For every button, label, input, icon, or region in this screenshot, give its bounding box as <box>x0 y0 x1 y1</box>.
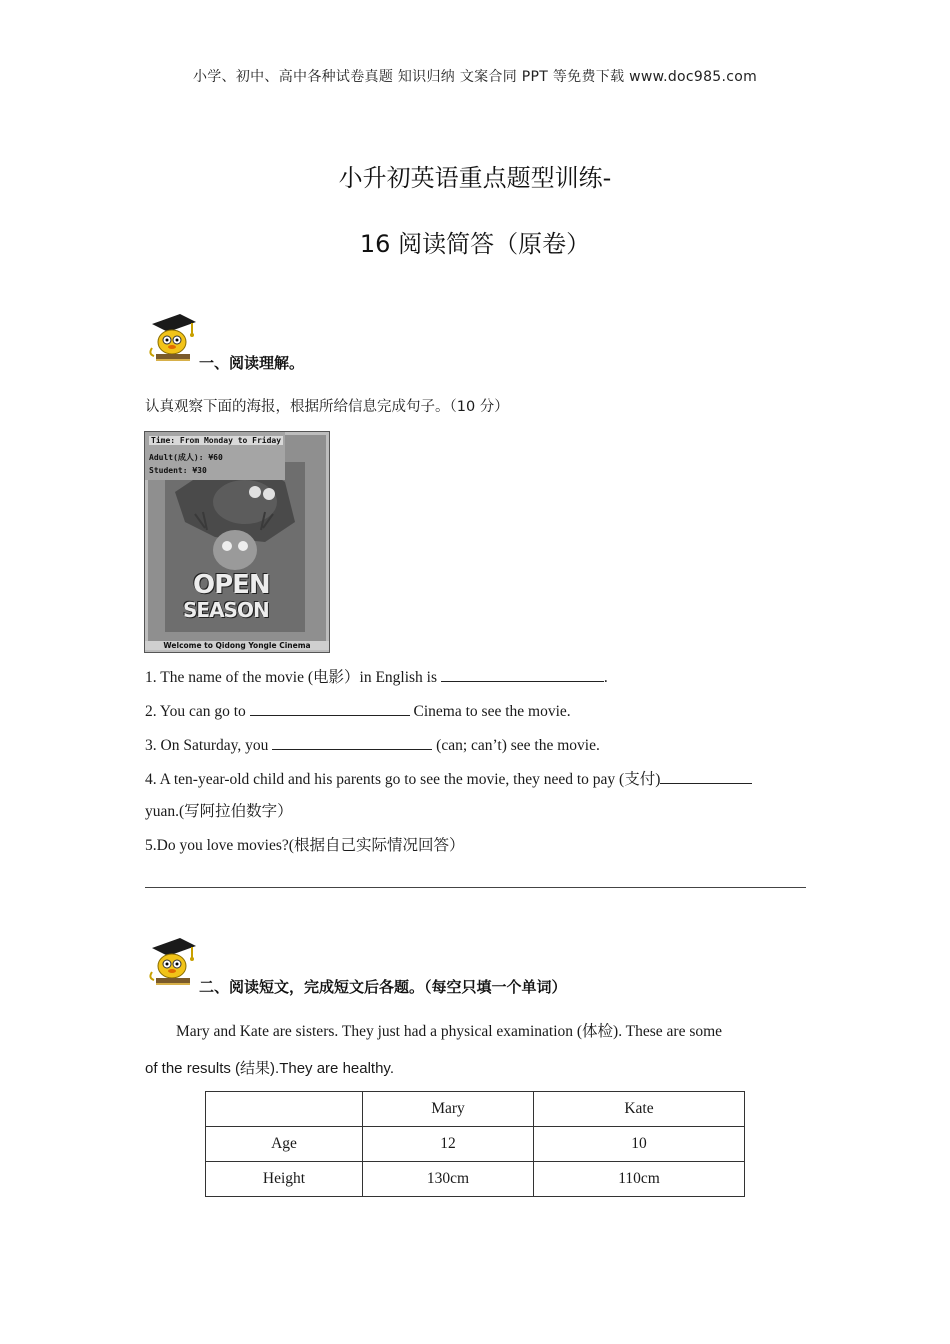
table-cell: Age <box>206 1127 363 1162</box>
section-1-instruction: 认真观察下面的海报，根据所给信息完成句子。（10 分） <box>145 399 509 415</box>
table-cell: Height <box>206 1162 363 1197</box>
table-row <box>206 1162 745 1197</box>
answer-blank-3[interactable] <box>272 735 432 750</box>
question-4-text: 4. A ten-year-old child and his parents go to see the movie, they need to pay (支付) <box>145 771 661 788</box>
question-5: 5.Do you love movies?(根据自己实际情况回答） <box>145 837 465 854</box>
poster-adult-price: Adult(成人): ¥60 <box>149 453 223 462</box>
passage-line-2: of the results (结果).They are healthy. <box>145 1060 394 1077</box>
passage-line-1: Mary and Kate are sisters. They just had a physical examination (体检). These are some <box>176 1023 723 1040</box>
poster-student-price: Student: ¥30 <box>149 466 207 475</box>
question-2 <box>145 701 571 722</box>
question-4 <box>145 769 752 790</box>
question-3-end: (can; can’t) see the movie. <box>432 737 600 754</box>
question-2-end: Cinema to see the movie. <box>409 703 571 720</box>
scholar-mascot-icon <box>142 312 198 364</box>
scholar-mascot-icon <box>142 936 198 988</box>
table-row <box>206 1127 745 1162</box>
page-subtitle: 16 阅读简答（原卷） <box>359 230 591 258</box>
question-3 <box>145 735 600 756</box>
answer-blank-1[interactable] <box>441 667 604 682</box>
poster-title-open: OPEN <box>193 570 270 600</box>
table-header-cell: Mary <box>363 1092 534 1127</box>
question-1-end: . <box>603 669 608 686</box>
page-title: 小升初英语重点题型训练- <box>338 164 612 192</box>
answer-blank-2[interactable] <box>250 701 410 716</box>
movie-poster <box>144 431 330 653</box>
table-header-row <box>206 1092 745 1127</box>
question-1-text: 1. The name of the movie (电影）in English is <box>145 669 441 686</box>
poster-title-season: SEASON <box>183 598 269 622</box>
question-3-text: 3. On Saturday, you <box>145 737 273 754</box>
poster-welcome: Welcome to Qidong Yongle Cinema <box>145 641 329 650</box>
table-header-cell: Kate <box>534 1092 745 1127</box>
section-1-heading: 一、阅读理解。 <box>199 354 305 372</box>
site-header: 小学、初中、高中各种试卷真题 知识归纳 文案合同 PPT 等免费下载 www.doc985.com <box>192 69 758 85</box>
question-2-text: 2. You can go to <box>145 703 250 720</box>
section-2-heading: 二、阅读短文，完成短文后各题。（每空只填一个单词） <box>199 978 567 996</box>
question-1 <box>145 667 608 688</box>
table-header-cell <box>206 1092 363 1127</box>
table-cell: 110cm <box>534 1162 745 1197</box>
answer-blank-4[interactable] <box>660 769 752 784</box>
results-table <box>205 1091 745 1197</box>
answer-line-5[interactable] <box>145 887 806 888</box>
table-cell: 130cm <box>363 1162 534 1197</box>
table-cell: 10 <box>534 1127 745 1162</box>
question-4-continued: yuan.(写阿拉伯数字） <box>145 803 293 820</box>
table-cell: 12 <box>363 1127 534 1162</box>
poster-time: Time: From Monday to Friday <box>151 436 282 445</box>
